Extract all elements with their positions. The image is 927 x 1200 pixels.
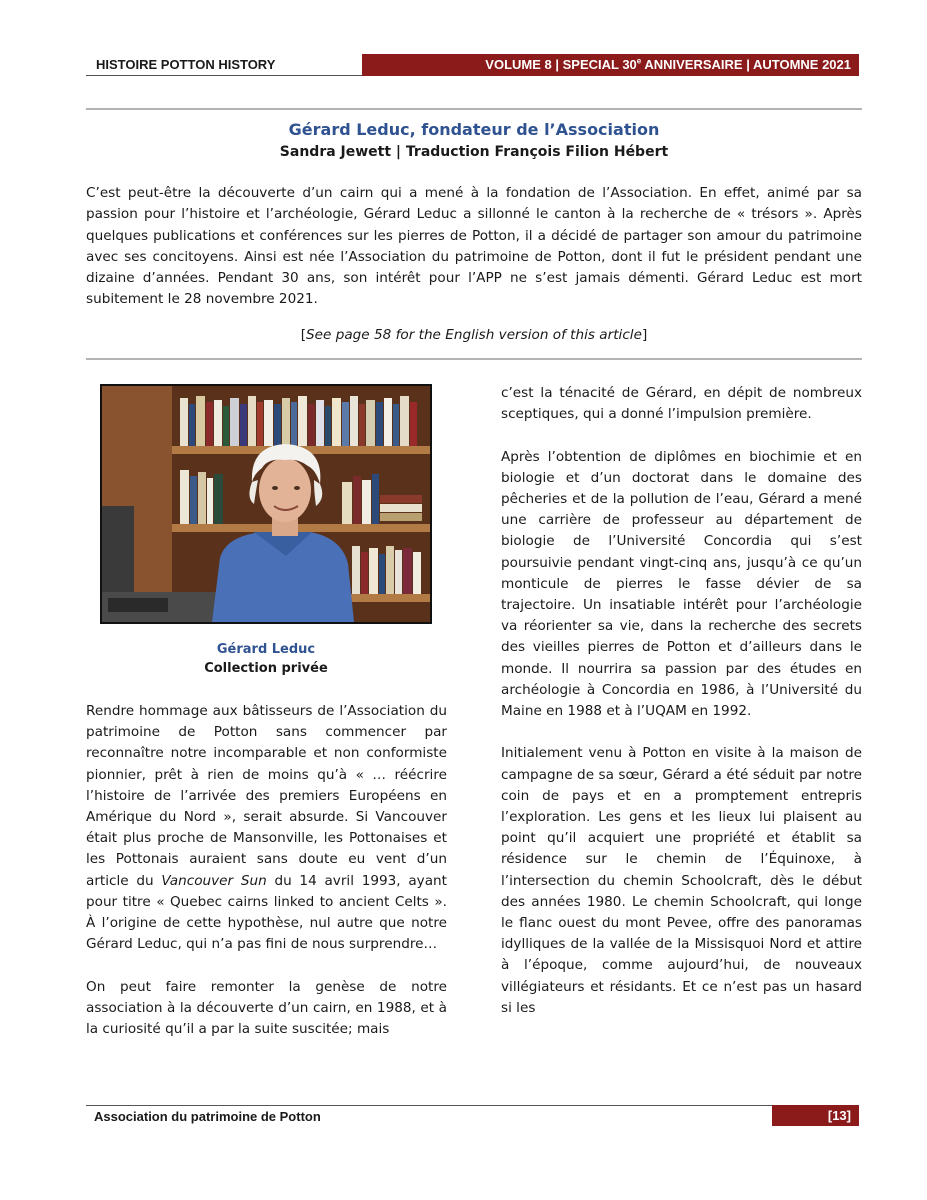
header-volume-prefix: VOLUME 8 | SPECIAL 30: [485, 57, 637, 72]
header-volume-suffix: ANNIVERSAIRE | AUTOMNE 2021: [641, 57, 851, 72]
footer-page-number: [13]: [772, 1105, 859, 1126]
header-publication-title: HISTOIRE POTTON HISTORY: [86, 54, 362, 76]
note-text: See page 58 for the English version of this article: [306, 327, 642, 343]
right-paragraph-3: Initialement venu à Potton en visite à la maison de campagne de sa sœur, Gérard a été séduit par notre coin de pays et en a promptement entrepris l’exploration. Les gens et les lieux lui plaisent au point qu’il acquiert une propriété et établit sa résidence sur le chemin de l’Équinoxe, à l’intersection du chemin Schoolcraft, dès le début des années 1980. Le chemin Schoolcraft, qui longe le flanc ouest du mont Pevee, offre des panoramas idylliques de la vallée de la Missisquoi Nord et attire à l’époque, comme aujourd’hui, de nouveaux villégiateurs et résidants. Et ce n’est pas un hasard si les: [501, 745, 862, 1016]
header-volume-info: [362, 54, 859, 76]
right-paragraph-1: c’est la ténacité de Gérard, en dépit de nombreux sceptiques, qui a donné l’impulsion première.: [501, 385, 862, 423]
left-paragraph-1-end: du 14 avril 1993, ayant pour titre « Quebec cairns linked to ancient Celts ». À l’origine de cette hypothèse, nul autre que notre Gérard Leduc, qui n’a pas fini de nous surprendre…: [86, 872, 447, 953]
photo-caption-name: Gérard Leduc: [216, 642, 316, 657]
newspaper-name: Vancouver Sun: [161, 872, 267, 889]
left-paragraph-1: [86, 701, 447, 955]
note-open-bracket: [: [300, 327, 307, 343]
right-text-column: [501, 383, 862, 1040]
article-byline: Sandra Jewett | Traduction François Filion Hébert: [279, 144, 669, 160]
portrait-illustration: [102, 386, 430, 622]
left-text-column: [86, 701, 447, 1061]
top-divider: [86, 108, 862, 110]
footer-association-name: Association du patrimoine de Potton: [86, 1105, 772, 1126]
left-paragraph-2: On peut faire remonter la genèse de notre association à la découverte d’un cairn, en 1988, et à la curiosité qu’il a par la suite suscitée; mais: [86, 978, 447, 1038]
right-paragraph-2: Après l’obtention de diplômes en biochimie et en biologie et d’un doctorat dans le domaine des pêcheries et de la pollution de l’eau, Gérard a mené une carrière de professeur au département de biologie de l’Université Concordia qui s’est poursuivie pendant vingt-cinq ans, jusqu’à ce qu’un monticule de pierres le fasse dévier de sa trajectoire. Un insatiable intérêt pour l’archéologie va réorienter sa vie, dans la recherche des secrets des vieilles pierres de Potton et d’ailleurs dans le monde. Il nourrira sa passion par des études en archéologie à Concordia en 1986, à l’Université du Maine en 1988 et à l’UQAM en 1992.: [501, 448, 862, 720]
left-paragraph-1-start: Rendre hommage aux bâtisseurs de l’Association du patrimoine de Potton sans commencer par reconnaître notre incomparable et non conformiste pionnier, prêt à rien de moins qu’à « … réécrire l’histoire de l’arrivée des premiers Européens en Amérique du Nord », serait absurde. Si Vancouver était plus proche de Mansonville, les Pottonaises et les Pottonais auraient sans doute eu vent d’un article du: [86, 703, 447, 889]
english-version-note: [86, 325, 862, 346]
article-intro: C’est peut-être la découverte d’un cairn qui a mené à la fondation de l’Association. En effet, animé par sa passion pour l’histoire et l’archéologie, Gérard Leduc a sillonné le canton à la recherche de « trésors ». Après quelques publications et conférences sur les pierres de Potton, il a décidé de partager son amour du patrimoine avec ses concitoyens. Ainsi est née l’Association du patrimoine de Potton, dont il fut le président pendant une dizaine d’années. Pendant 30 ans, son intérêt pour l’APP ne s’est jamais démenti. Gérard Leduc est mort subitement le 28 novembre 2021.: [86, 185, 862, 308]
portrait-photo: [100, 384, 432, 624]
intro-divider: [86, 358, 862, 360]
note-close-bracket: ]: [641, 327, 648, 343]
article-title: Gérard Leduc, fondateur de l’Association: [288, 120, 660, 139]
photo-caption-source: Collection privée: [204, 661, 328, 676]
header-volume-superscript: e: [636, 56, 642, 66]
